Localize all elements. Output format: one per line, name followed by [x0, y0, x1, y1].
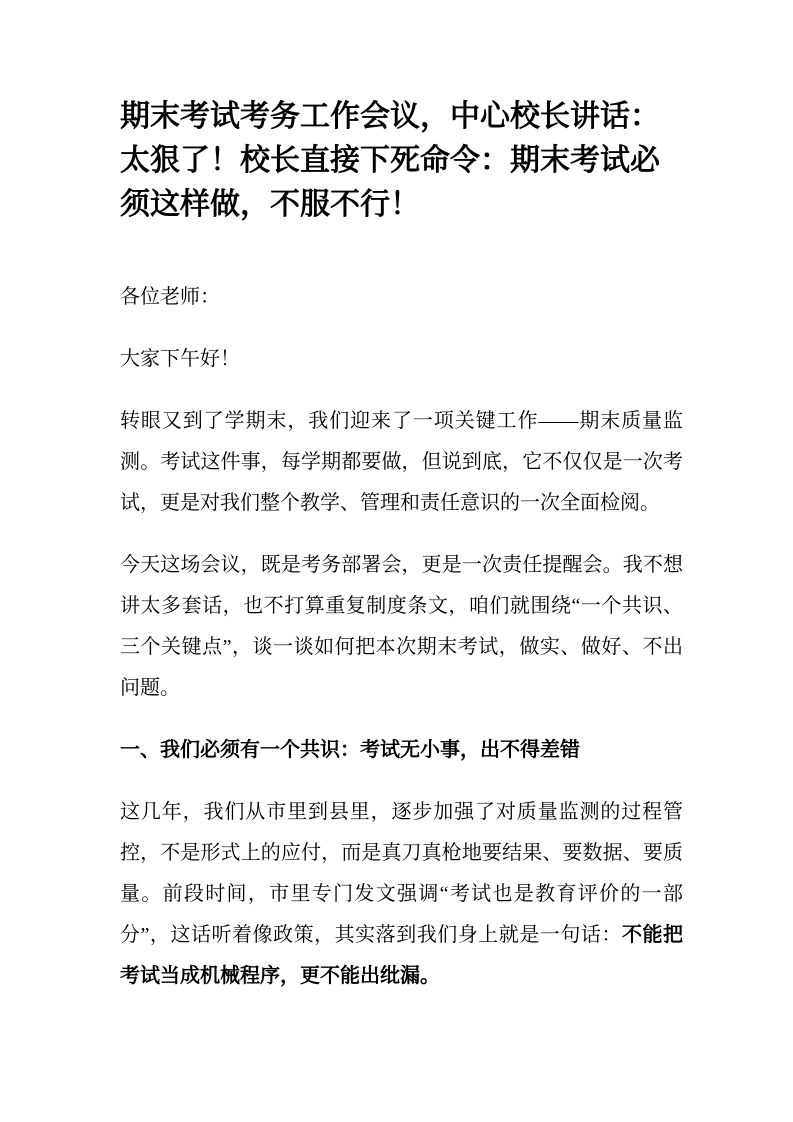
article-title-line-1: 期末考试考务工作会议，中心校长讲话： [120, 100, 660, 133]
salutation-line: 各位老师： [120, 286, 220, 308]
article-title [120, 95, 683, 227]
section-one-body-emphasis-text: 不能把考试当成机械程序，更不能出纰漏。 [120, 924, 683, 987]
greeting-line: 大家下午好！ [120, 348, 240, 370]
paragraph-meeting-purpose: 今天这场会议，既是考务部署会，更是一次责任提醒会。我不想讲太多套话，也不打算重复制度条文，咱们就围绕“一个共识、三个关键点”，谈一谈如何把本次期末考试，做实、做好、不出问题。 [120, 554, 683, 699]
paragraph-section-one-body [120, 792, 683, 997]
article-title-line-2: 太狠了！校长直接下死命令：期末考试必 [120, 144, 660, 177]
section-one-body-regular-text: 这几年，我们从市里到县里，逐步加强了对质量监测的过程管控，不是形式上的应付，而是真刀真枪地要结果、要数据、要质量。前段时间，市里专门发文强调“考试也是教育评价的一部分”，这话听着像政策，其实落到我们身上就是一句话： [120, 801, 683, 946]
section-one-heading: 一、我们必须有一个共识：考试无小事，出不得差错 [120, 739, 580, 761]
paragraph-exam-overview: 转眼又到了学期末，我们迎来了一项关键工作——期末质量监测。考试这件事，每学期都要做，但说到底，它不仅仅是一次考试，更是对我们整个教学、管理和责任意识的一次全面检阅。 [120, 410, 683, 514]
article-title-line-3: 须这样做，不服不行！ [120, 188, 420, 221]
